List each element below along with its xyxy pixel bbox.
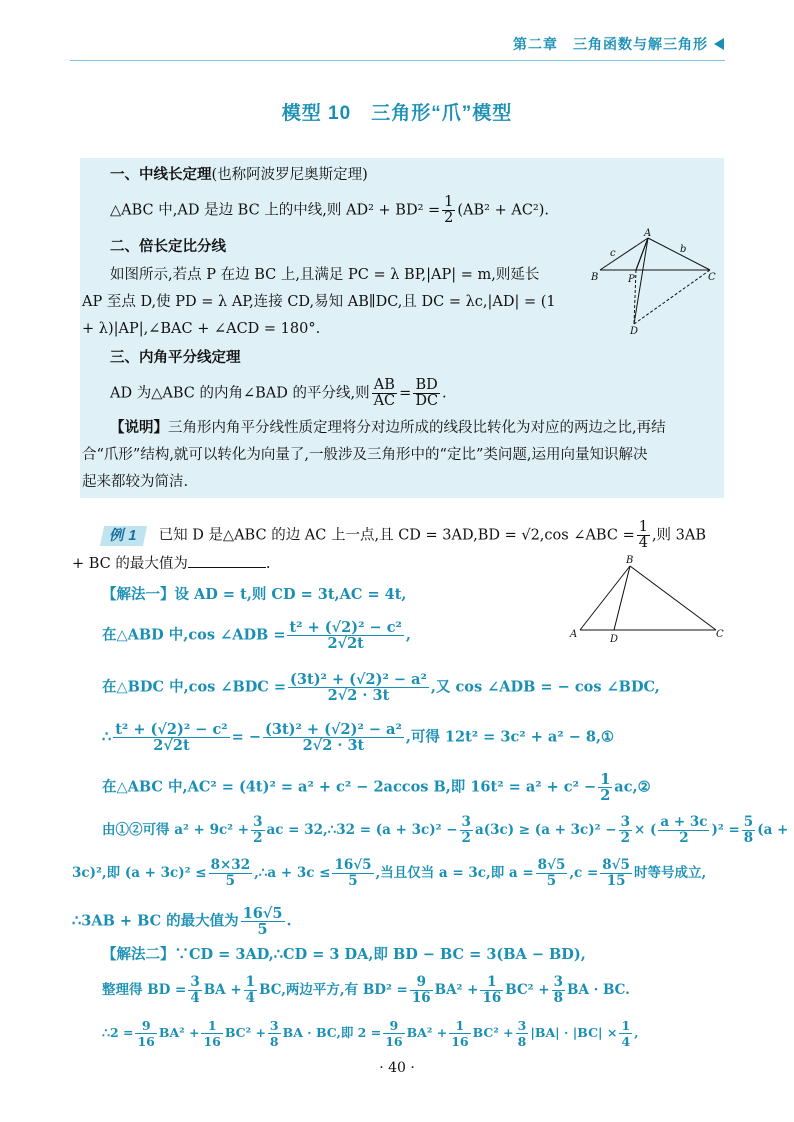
solution-1-line-3: 在△BDC 中,cos ∠BDC = $\frac{\text{(3t)² + (√2)² − a²}}{2√2 \cdot 3t}$ ,又 cos ∠ADB = − cos ∠BDC, <box>102 671 660 704</box>
fig2-label-c: C <box>716 629 724 640</box>
claw-figure <box>588 226 718 338</box>
solution-1-line-8: ∴3AB + BC 的最大值为 $\frac{16√5}{5}$ . <box>72 905 292 938</box>
example-line-1: 例 1 已知 D 是△ABC 的边 AC 上一点,且 CD = 3AD,BD = √2,cos ∠ABC = $\frac{1}{4}$ ,则 3AB <box>102 520 706 551</box>
solution-1-line-1: 【解法一】设 AD = t,则 CD = 3t,AC = 4t, <box>102 586 407 603</box>
triangle-left-icon <box>714 38 724 50</box>
solution-1-line-2: 在△ABD 中,cos ∠ADB = $\frac{\text{t² + (√2)² − c²}}{2√2t}$ , <box>102 619 411 652</box>
note-line-2: 合“爪形”结构,就可以转化为向量了,一般涉及三角形中的“定比”类问题,运用向量知识解决 <box>82 447 648 463</box>
example-line-2: + BC 的最大值为 . <box>72 553 271 574</box>
running-header: 第二章 三角函数与解三角形 <box>513 34 724 54</box>
fig2-label-d: D <box>610 634 619 645</box>
fig1-label-b: B <box>591 272 599 283</box>
fig1-label-b-side: b <box>680 244 687 255</box>
solution-2-line-3: ∴2 = $\frac{9}{16}$ BA² + $\frac{1}{16}$ BC² + $\frac{3}{8}$ BA · BC,即 2 = $\frac{9}{16}$ BA² + $\frac{1}{16}$ BC² + $\frac{3}{8}$ |BA| · |BC| × $\frac{1}{4}$ , <box>102 1018 639 1049</box>
example-triangle-figure <box>566 552 730 646</box>
note-line-3: 起来都较为简洁. <box>82 474 189 490</box>
page-title: 模型 10 三角形“爪”模型 <box>281 103 513 124</box>
solution-2-line-2: 整理得 BD = $\frac{3}{4}$ BA + $\frac{1}{4}$ BC,两边平方,有 BD² = $\frac{9}{16}$ BA² + $\frac{1}{16}$ BC² + $\frac{3}{8}$ BA · BC. <box>102 974 630 1006</box>
section-1-text: △ABC 中,AD 是边 BC 上的中线,则 AD² + BD² = $\frac{1}{2}$ (AB² + AC²). <box>110 194 549 226</box>
example-label: 例 1 <box>100 526 147 546</box>
note-line-1: 【说明】三角形内角平分线性质定理将分对边所成的线段比转化为对应的两边之比,再结 <box>110 420 666 436</box>
section-2-heading: 二、倍长定比分线 <box>110 239 226 255</box>
answer-blank <box>188 553 266 568</box>
fig2-label-b: B <box>626 555 634 566</box>
section-1-heading: 一、中线长定理(也称阿波罗尼奥斯定理) <box>110 167 368 183</box>
fig1-label-d: D <box>630 326 639 337</box>
fig1-label-a: A <box>644 228 652 239</box>
fig1-label-p: P <box>628 274 635 285</box>
header-rule <box>70 60 725 61</box>
solution-1-line-6: 由①②可得 a² + 9c² + $\frac{3}{2}$ ac = 32,∴32 = (a + 3c)² − $\frac{3}{2}$ a(3c) ≥ (a + 3c)² − $\frac{3}{2}$ × ( $\frac{a + 3c}{2}$ )² = $\frac{5}{8}$ (a + <box>102 814 789 846</box>
solution-1-line-7: 3c)²,即 (a + 3c)² ≤ $\frac{8\times 32}{5}$ ,∴a + 3c ≤ $\frac{16√5}{5}$ ,当且仅当 a = 3c,即 a = $\frac{8√5}{5}$ ,c = $\frac{8√5}{15}$ 时等号成立, <box>72 857 707 889</box>
fig2-label-a: A <box>570 629 578 640</box>
section-3-text: AD 为△ABC 的内角∠BAD 的平分线,则 $\frac{AB}{AC}$ = $\frac{BD}{DC}$ . <box>110 377 447 409</box>
solution-1-line-4: ∴ $\frac{\text{t² + (√2)² − c²}}{2√2t}$ = − $\frac{\text{(3t)² + (√2)² − a²}}{2√2 \cdot 3t}$ ,可得 12t² = 3c² + a² − 8,① <box>102 721 615 754</box>
fig1-label-c-side: c <box>610 248 616 259</box>
section-2-line-2: AP 至点 D,使 PD = λ AP,连接 CD,易知 AB∥DC,且 DC = λc,|AD| = (1 <box>82 294 556 310</box>
solution-2-line-1: 【解法二】∵CD = 3AD,∴CD = 3 DA,即 BD − BC = 3(BA − BD), <box>102 946 586 963</box>
fig1-label-c: C <box>708 272 716 283</box>
section-2-line-3: + λ)|AP|,∠BAC + ∠ACD = 180°. <box>82 321 321 337</box>
solution-1-line-5: 在△ABC 中,AC² = (4t)² = a² + c² − 2accos B,即 16t² = a² + c² − $\frac{1}{2}$ ac,② <box>102 771 651 804</box>
section-2-line-1: 如图所示,若点 P 在边 BC 上,且满足 PC = λ BP,|AP| = m,则延长 <box>110 267 540 283</box>
section-3-heading: 三、内角平分线定理 <box>110 350 241 366</box>
page-number: · 40 · <box>379 1060 415 1076</box>
